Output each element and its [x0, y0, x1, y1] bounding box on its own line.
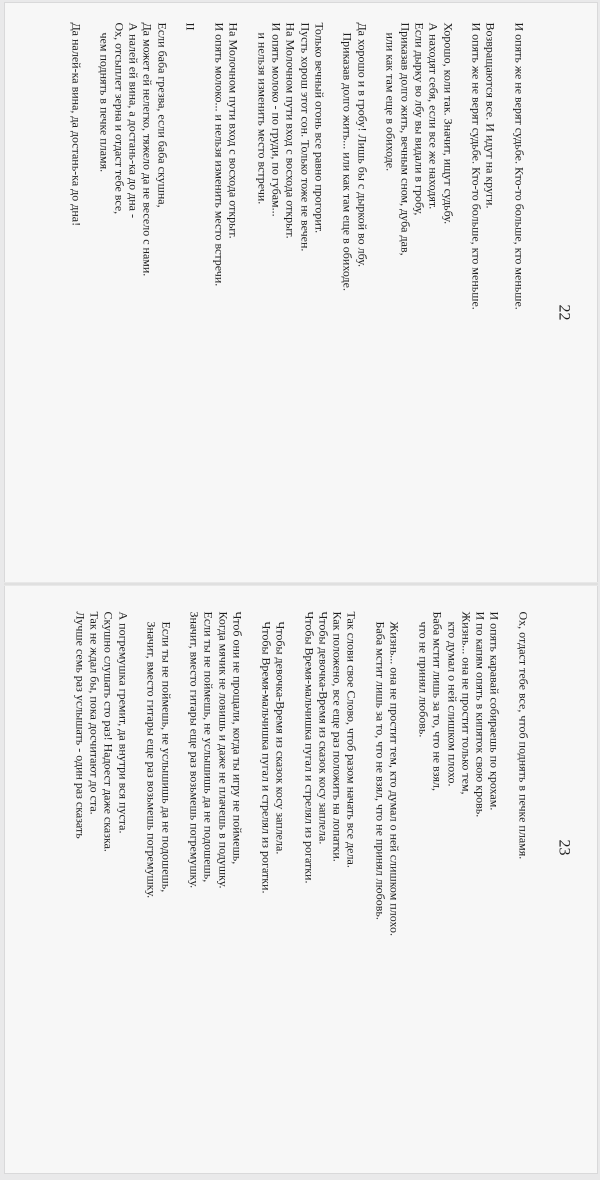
- poem-line: [501, 611, 515, 1131]
- poem-line: Только вечный огонь все равно прогорит.: [311, 22, 326, 233]
- poem-line: Баба мстит лишь за то, что не взял,: [430, 611, 445, 791]
- poem-line: II: [183, 22, 198, 30]
- poem-line: Так не ждал бы, пока досчитают до ста.: [87, 611, 102, 815]
- poem-line: [455, 22, 469, 542]
- poem-line: Значит, вместо гитары еще раз возьмешь погремушку.: [187, 611, 202, 888]
- poem-line: [244, 611, 258, 1131]
- poem-line: И по капям опять в кипяток свою кровь.: [473, 611, 488, 817]
- poem-line: И опять же не верят судьбе. Кто-то больше, кто меньше.: [512, 22, 526, 310]
- poem-line: А налей ей вина, а достань-ка до дна -: [125, 22, 140, 218]
- poem-line: кто думал о ней слишком плохо.: [444, 621, 459, 787]
- booklet-spread: [4, 2, 598, 1174]
- poem-line: [173, 611, 187, 1131]
- poem-line: И опять молоко... и нельзя изменить место встречи.: [211, 22, 226, 286]
- poem-line: Чтобы девочка-Время из сказок косу заплела.: [272, 621, 287, 854]
- poem-line: И опять же не верят судьбе. Кто-то больше, кто меньше.: [469, 22, 484, 310]
- poem-line: На Молочном пути вход с восхода открыт.: [283, 22, 298, 239]
- page-number: 22: [555, 304, 572, 320]
- page-23-text: [73, 611, 531, 1131]
- poem-line: [240, 22, 254, 542]
- poem-line: А погремушка гремит, да внутри вся пуста.: [115, 611, 130, 833]
- page-23: [4, 591, 600, 1180]
- poem-line: Так слови свое Слово, чтоб разом начать все дела.: [344, 611, 359, 868]
- poem-line: [130, 611, 144, 1131]
- poem-line: [83, 22, 97, 542]
- poem-line: или как там еще в обиходе.: [383, 32, 398, 171]
- poem-line: Когда мячик не ловишь и даже не плачешь в подушку.: [215, 611, 230, 889]
- poem-line: Если дырку во лбу вы видали в гробу,: [411, 22, 426, 215]
- poem-line: Скушно слушать сто раз! Надоест даже сказка.: [101, 611, 116, 852]
- poem-line: Баба мстит лишь за то, что не взял, что не принял любовь.: [373, 621, 388, 920]
- poem-line: Ох, отдаст тебе все, чтоб поднять в печке пламя.: [516, 611, 530, 859]
- poem-line: и нельзя изменить место встречи.: [254, 32, 269, 204]
- poem-line: Чтобы девочка-Время из сказок косу заплела.: [315, 611, 330, 844]
- poem-line: Жизнь... она не простит только тем,: [458, 611, 473, 795]
- poem-line: [197, 22, 211, 542]
- poem-line: [287, 611, 301, 1131]
- page-number: 23: [555, 839, 572, 855]
- poem-line: Чтобы Время-мальчишка пугал и стрелял из рогатки.: [301, 611, 316, 883]
- poem-line: Ох, отсыплет зерна и отдаст тебе все,: [111, 22, 126, 214]
- poem-line: Лучше семь раз услышать - один раз сказать: [72, 611, 87, 839]
- poem-line: И опять молоко - по груди, по губам...: [268, 22, 283, 217]
- poem-line: [401, 611, 415, 1131]
- poem-line: Если ты не поймешь, не услышишь да не подошешь,: [201, 611, 216, 882]
- poem-line: что не принял любовь.: [415, 621, 430, 737]
- poem-line: [369, 22, 383, 542]
- poem-line: Приказав долго жить... или как там еще в обиходе.: [340, 32, 355, 291]
- poem-line: Значит, вместо гитары еще раз возьмешь погремушку.: [144, 621, 159, 898]
- poem-line: Да налей-ка вина, да достань-ка до дна!: [68, 22, 83, 226]
- poem-line: А находят себя, если все же находят.: [426, 22, 441, 209]
- poem-line: Возвращаются все. И идут на круги.: [483, 22, 498, 208]
- poem-line: Чтобы Время-мальчишка пугал и стрелял из рогатки.: [258, 621, 273, 893]
- page-22: [4, 2, 600, 591]
- poem-line: Да может ей нелегко, тяжело да не весело с нами.: [140, 22, 155, 276]
- poem-line: [358, 611, 372, 1131]
- poem-line: [169, 22, 183, 542]
- poem-line: И опять каравай собираешь по крохам.: [487, 611, 502, 810]
- poem-line: Да хорошо и в гробу! Лишь бы с дыркой во лбу.: [354, 22, 369, 267]
- poem-line: Хорошо, коли так. Значит, ищут судьбу.: [440, 22, 455, 224]
- poem-line: На Молочном пути вход с восхода открыт.: [226, 22, 241, 239]
- poem-line: Чтоб они не прощали, когда ты игру не поймешь,: [230, 611, 245, 864]
- poem-line: Приказав долго жить, вечным сном, дуба дав,: [397, 22, 412, 256]
- poem-line: Как положено, все еще раз положить на лопатки.: [330, 611, 345, 862]
- page-22-text: [69, 22, 527, 542]
- poem-line: [326, 22, 340, 542]
- poem-line: Пусть хорош этот сон. Только тоже не вечен.: [297, 22, 312, 251]
- poem-line: [497, 22, 511, 542]
- poem-line: Если ты не поймешь, не услышишь да не подошешь,: [158, 621, 173, 892]
- poem-line: Если баба грезва, если баба скушна,: [154, 22, 169, 208]
- poem-line: Жизнь... она не простит тем, кто думал о ней слишком плохо.: [387, 621, 402, 936]
- poem-line: чем поднять в печке пламя.: [97, 32, 112, 172]
